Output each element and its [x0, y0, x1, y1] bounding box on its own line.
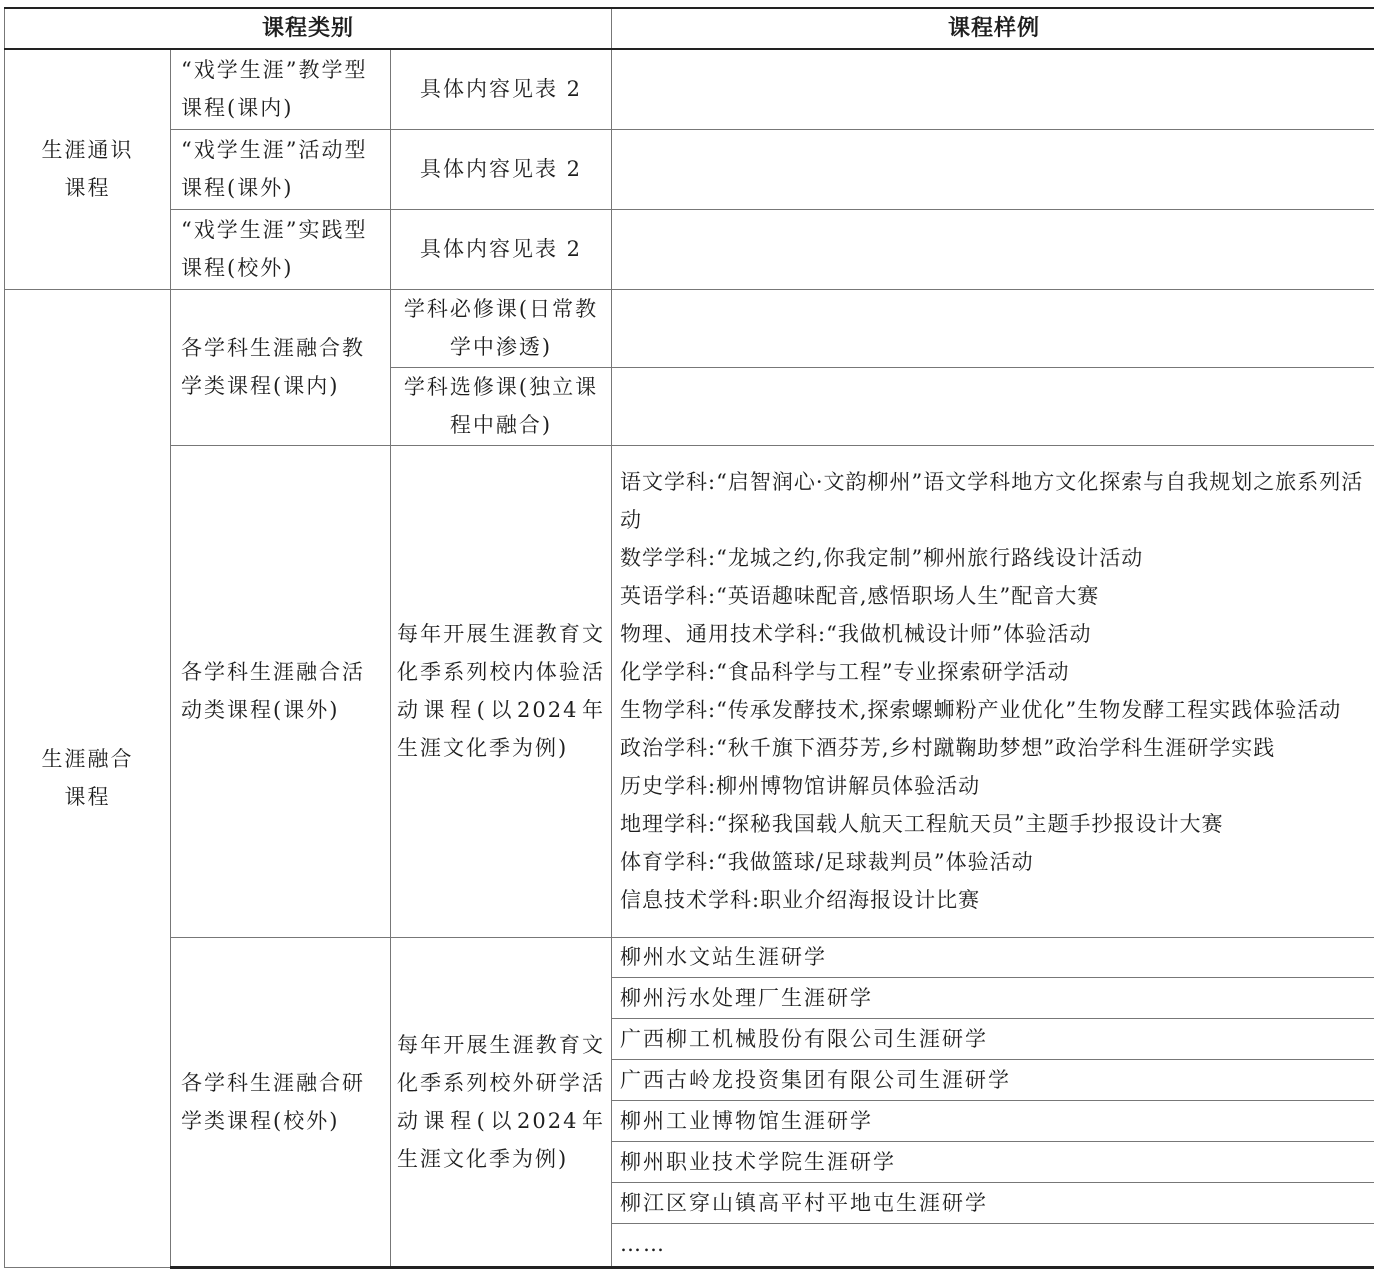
table-row	[5, 445, 1374, 937]
study-type: 各学科生涯融合研学类课程(校外)	[171, 937, 391, 1268]
list-item: 信息技术学科:职业介绍海报设计比赛	[620, 888, 981, 912]
teaching-sub: 学科必修课(日常教学中渗透)	[391, 289, 612, 367]
activity-examples	[612, 445, 1374, 937]
list-item: 数学学科:“龙城之约,你我定制”柳州旅行路线设计活动	[620, 546, 1144, 570]
example-cell	[612, 289, 1374, 367]
list-item: 生物学科:“传承发酵技术,探索螺蛳粉产业优化”生物发酵工程实践体验活动	[620, 698, 1342, 722]
study-desc: 每年开展生涯教育文化季系列校外研学活动课程(以2024年生涯文化季为例)	[391, 937, 612, 1268]
list-item: 柳州工业博物馆生涯研学	[612, 1101, 1374, 1142]
general-content: 具体内容见表 2	[391, 209, 612, 289]
course-table	[4, 7, 1374, 1269]
list-item: 柳江区穿山镇高平村平地屯生涯研学	[612, 1183, 1374, 1224]
table-row	[5, 937, 1374, 1268]
list-item: 历史学科:柳州博物馆讲解员体验活动	[620, 774, 981, 798]
table-row	[5, 129, 1374, 209]
table-header	[5, 8, 1374, 49]
list-item: 广西柳工机械股份有限公司生涯研学	[612, 1019, 1374, 1060]
list-item: 柳州污水处理厂生涯研学	[612, 978, 1374, 1019]
example-cell	[612, 49, 1374, 129]
activity-desc: 每年开展生涯教育文化季系列校内体验活动课程(以2024年生涯文化季为例)	[391, 445, 612, 937]
teaching-type: 各学科生涯融合教学类课程(课内)	[171, 289, 391, 445]
activity-type: 各学科生涯融合活动类课程(课外)	[171, 445, 391, 937]
header-category: 课程类别	[5, 8, 612, 49]
table-row	[5, 289, 1374, 367]
list-item: 地理学科:“探秘我国载人航天工程航天员”主题手抄报设计大赛	[620, 812, 1224, 836]
list-item: 英语学科:“英语趣味配音,感悟职场人生”配音大赛	[620, 584, 1100, 608]
study-examples-list	[612, 938, 1374, 1264]
list-item: 政治学科:“秋千旗下酒芬芳,乡村蹴鞠助梦想”政治学科生涯研学实践	[620, 736, 1276, 760]
list-item: 广西古岭龙投资集团有限公司生涯研学	[612, 1060, 1374, 1101]
general-type: “戏学生涯”教学型课程(课内)	[171, 49, 391, 129]
teaching-sub: 学科选修课(独立课程中融合)	[391, 367, 612, 445]
general-content: 具体内容见表 2	[391, 129, 612, 209]
list-item: ……	[620, 1231, 667, 1256]
header-examples: 课程样例	[612, 8, 1374, 49]
general-category: 生涯通识课程	[5, 49, 171, 289]
fusion-category: 生涯融合课程	[5, 289, 171, 1268]
general-content: 具体内容见表 2	[391, 49, 612, 129]
study-examples	[612, 937, 1374, 1268]
table-row	[5, 209, 1374, 289]
general-type: “戏学生涯”实践型课程(校外)	[171, 209, 391, 289]
list-item: 体育学科:“我做篮球/足球裁判员”体验活动	[620, 850, 1034, 874]
list-item: 柳州职业技术学院生涯研学	[612, 1142, 1374, 1183]
list-item: 语文学科:“启智润心·文韵柳州”语文学科地方文化探索与自我规划之旅系列活动	[620, 470, 1364, 532]
general-type: “戏学生涯”活动型课程(课外)	[171, 129, 391, 209]
table-row	[5, 49, 1374, 129]
example-cell	[612, 129, 1374, 209]
example-cell	[612, 209, 1374, 289]
example-cell	[612, 367, 1374, 445]
list-item: 柳州水文站生涯研学	[612, 938, 1374, 978]
list-item: 化学学科:“食品科学与工程”专业探索研学活动	[620, 660, 1070, 684]
list-item: 物理、通用技术学科:“我做机械设计师”体验活动	[620, 622, 1092, 646]
